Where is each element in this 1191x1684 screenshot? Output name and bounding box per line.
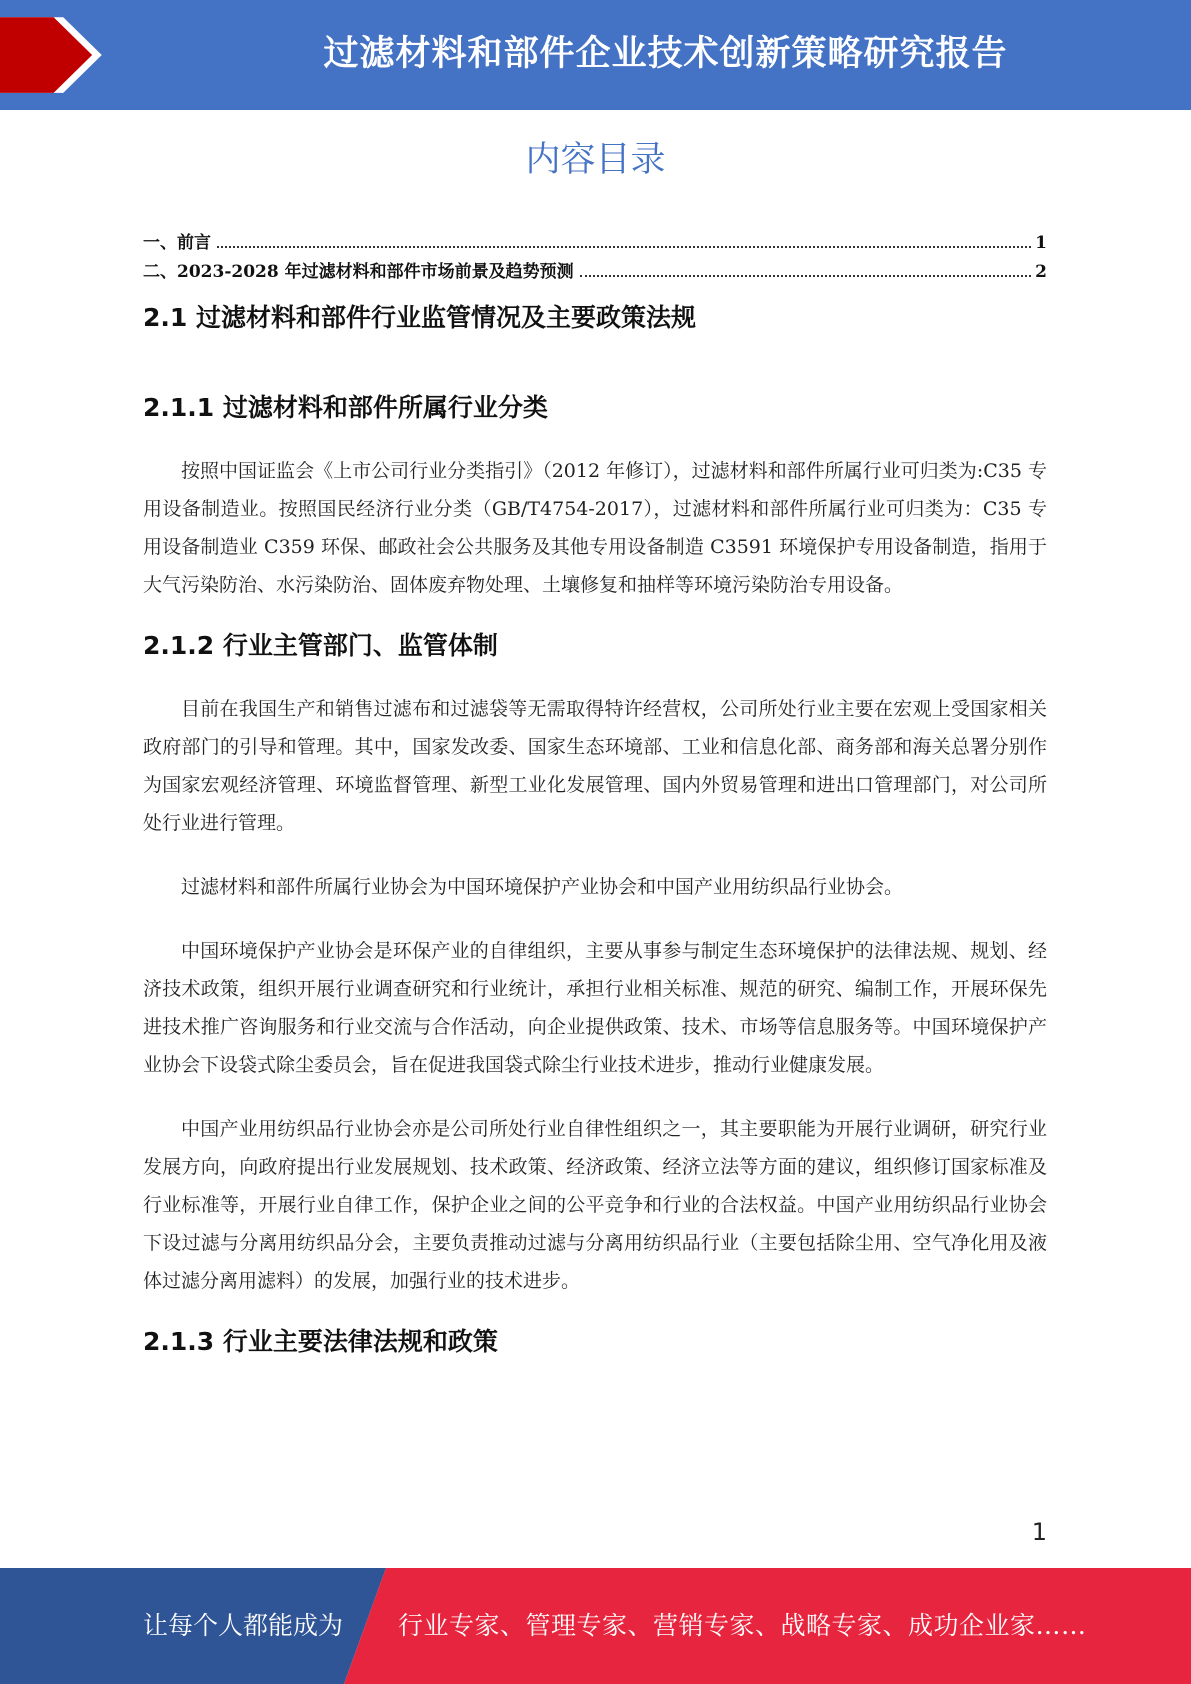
table-of-contents [143,224,1047,282]
section-heading-2-1: 2.1 过滤材料和部件行业监管情况及主要政策法规 [143,303,696,332]
toc-item-page: 1 [1035,233,1047,253]
section-heading-2-1-2: 2.1.2 行业主管部门、监管体制 [143,631,498,660]
header-arrow-decoration [0,0,110,110]
toc-item-page: 2 [1035,262,1047,282]
toc-title: 内容目录 [525,140,666,180]
footer-slogan-right: 行业专家、管理专家、营销专家、战略专家、成功企业家…… [398,1611,1087,1640]
paragraph: 按照中国证监会《上市公司行业分类指引》（2012 年修订），过滤材料和部件所属行业可归类为:C35 专用设备制造业。按照国民经济行业分类（GB/T4754-2017），过滤材料和部件所属行业可归类为：C35 专用设备制造业 C359 环保、邮政社会公共服务及其他专用设备制造 C3591 环境保护专用设备制造，指用于大气污染防治、水污染防治、固体废弃物处理、土壤修复和抽样等环境污染防治专用设备。 [143,460,1047,596]
paragraph: 中国产业用纺织品行业协会亦是公司所处行业自律性组织之一，其主要职能为开展行业调研，研究行业发展方向，向政府提出行业发展规划、技术政策、经济政策、经济立法等方面的建议，组织修订国家标准及行业标准等，开展行业自律工作，保护企业之间的公平竞争和行业的合法权益。中国产业用纺织品行业协会下设过滤与分离用纺织品分会，主要负责推动过滤与分离用纺织品行业（主要包括除尘用、空气净化用及液体过滤分离用滤料）的发展，加强行业的技术进步。 [143,1118,1047,1292]
report-title: 过滤材料和部件企业技术创新策略研究报告 [323,34,1008,74]
header-band [0,0,1191,110]
document-body [143,290,1047,1374]
paragraph: 过滤材料和部件所属行业协会为中国环境保护产业协会和中国产业用纺织品行业协会。 [181,876,904,898]
footer-band [0,1568,1191,1684]
toc-item-label: 一、前言 [143,233,211,253]
toc-item[interactable] [143,224,1047,253]
toc-item[interactable] [143,253,1047,282]
section-heading-2-1-1: 2.1.1 过滤材料和部件所属行业分类 [143,393,548,422]
page-number: 1 [1031,1518,1047,1546]
toc-leader-dots [217,245,1031,248]
section-heading-2-1-3: 2.1.3 行业主要法律法规和政策 [143,1327,498,1356]
toc-item-label: 二、2023-2028 年过滤材料和部件市场前景及趋势预测 [143,262,574,282]
paragraph: 目前在我国生产和销售过滤布和过滤袋等无需取得特许经营权，公司所处行业主要在宏观上受国家相关政府部门的引导和管理。其中，国家发改委、国家生态环境部、工业和信息化部、商务部和海关总署分别作为国家宏观经济管理、环境监督管理、新型工业化发展管理、国内外贸易管理和进出口管理部门，对公司所处行业进行管理。 [143,698,1047,834]
paragraph: 中国环境保护产业协会是环保产业的自律组织，主要从事参与制定生态环境保护的法律法规、规划、经济技术政策，组织开展行业调查研究和行业统计，承担行业相关标准、规范的研究、编制工作，开展环保先进技术推广咨询服务和行业交流与合作活动，向企业提供政策、技术、市场等信息服务等。中国环境保护产业协会下设袋式除尘委员会，旨在促进我国袋式除尘行业技术进步，推动行业健康发展。 [143,940,1047,1076]
toc-leader-dots [580,274,1032,277]
footer-slogan-left: 让每个人都能成为 [143,1611,344,1640]
